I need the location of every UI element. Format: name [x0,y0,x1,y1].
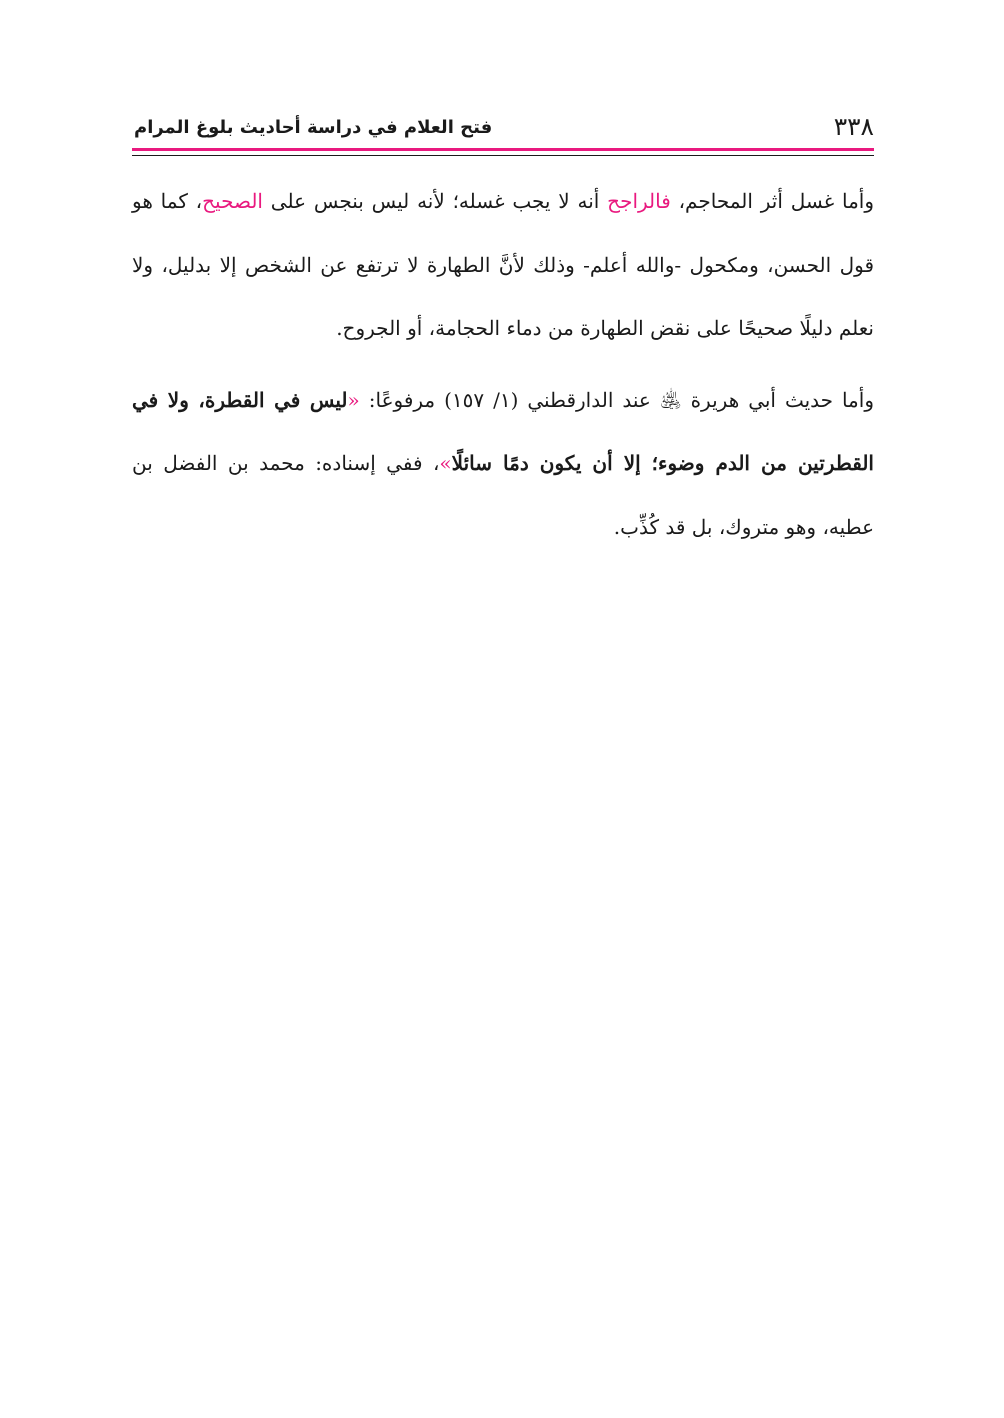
paragraph-text: أنه لا يجب غسله؛ لأنه ليس بنجس على [262,189,608,213]
highlight-term-correct: الصحيح [202,189,263,213]
running-title: فتح العلام في دراسة أحاديث بلوغ المرام [134,117,493,138]
page-header [132,112,874,144]
header-rule-thin [132,155,874,156]
quote-open-mark: « [347,387,360,412]
paragraph-text: وأما غسل أثر المحاجم، [670,189,874,213]
paragraph-cupping-ruling [132,170,874,361]
page-number: ٣٣٨ [833,112,874,141]
highlight-term-preferred: فالراجح [607,189,671,213]
quote-close-mark: » [439,451,452,475]
page-body [132,170,874,559]
paragraph-text: ، ففي إسناده: محمد بن الفضل بن عطيه، وهو متروك، بل قد كُذِّب. [132,451,874,539]
header-rule-accent [132,148,874,151]
hadith-text: ليس في القطرة، ولا في القطرتين من الدم وضوء؛ إلا أن يكون دمًا سائلًا [132,387,874,475]
paragraph-hadith-abu-hurayra [132,369,874,560]
paragraph-text: ، كما هو قول الحسن، ومكحول -والله أعلم- وذلك لأنَّ الطهارة لا ترتفع عن الشخص إلا بدليل، ولا نعلم دليلًا صحيحًا على نقض الطهارة من دماء الحجامة، أو الجروح. [132,189,874,340]
paragraph-text: وأما حديث أبي هريرة ﵁ عند الدارقطني (١/ ١٥٧) مرفوعًا: [359,387,874,412]
